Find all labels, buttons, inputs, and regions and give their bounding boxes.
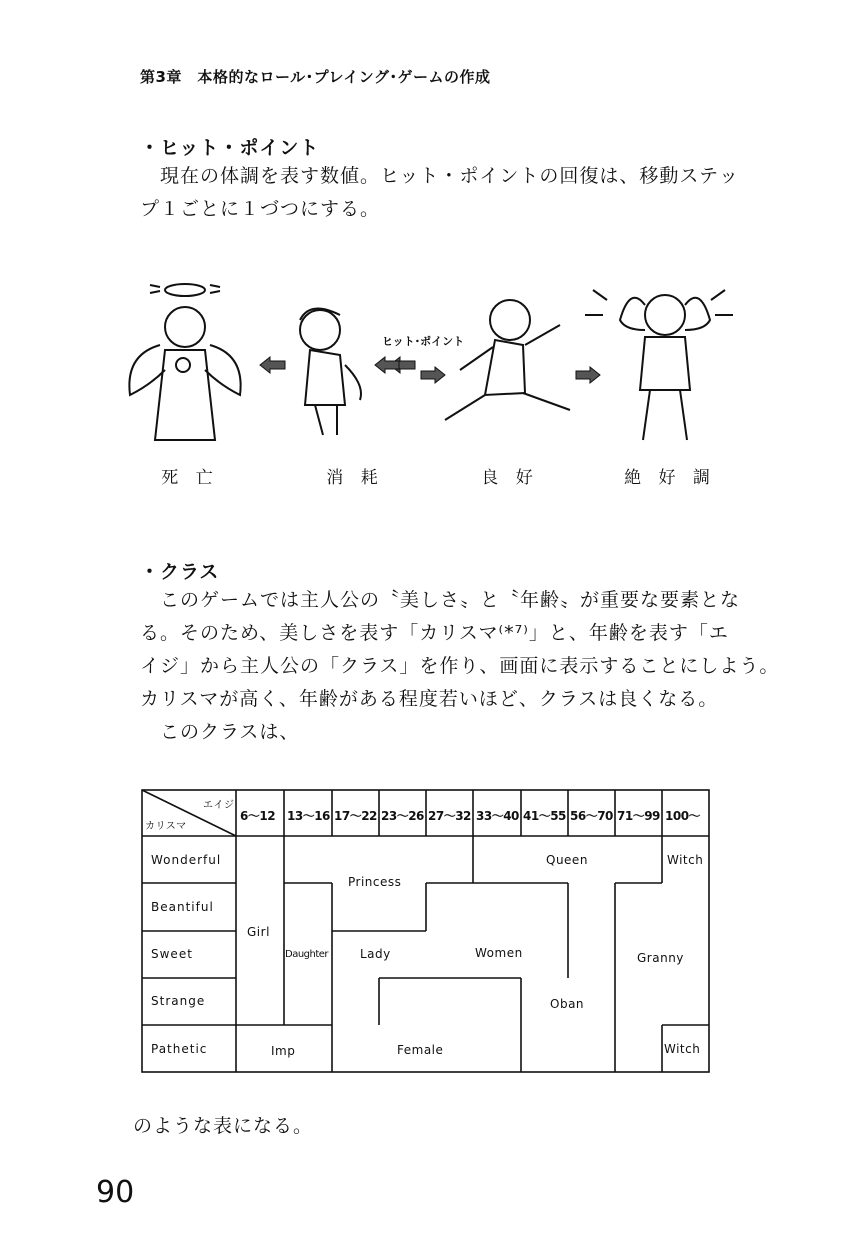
class-daughter: Daughter [285, 949, 329, 960]
hit-point-title: ・ヒット・ポイント [140, 137, 320, 159]
class-table [141, 789, 710, 1073]
age-header: 6〜12 [240, 809, 276, 823]
class-imp: Imp [271, 1044, 296, 1058]
class-paragraph [140, 584, 779, 749]
class-line: このクラスは、 [160, 721, 300, 743]
hit-point-line: 現在の体調を表す数値。ヒット・ポイントの回復は、移動ステッ [160, 165, 740, 187]
class-table-lines [141, 789, 710, 1073]
hit-point-states-drawing [115, 275, 735, 495]
charisma-row-label: Strange [151, 994, 206, 1008]
charisma-row-label: Beantiful [151, 900, 214, 914]
age-header: 13〜16 [287, 809, 330, 823]
age-header: 41〜55 [523, 809, 566, 823]
class-women: Women [475, 946, 523, 960]
charisma-axis-label: カリスマ [145, 821, 187, 832]
age-header: 27〜32 [428, 809, 471, 823]
hit-point-paragraph [140, 160, 739, 226]
age-axis-label: エイジ [203, 800, 235, 811]
class-line: る。そのため、美しさを表す「カリスマ⁽*⁷⁾」と、年齢を表す「エ [140, 622, 729, 644]
charisma-row-label: Sweet [151, 947, 193, 961]
state-label-dead: 死 亡 [161, 468, 219, 488]
age-header: 100〜 [665, 809, 701, 823]
chapter-header: 第3章 本格的なロール･プレイング･ゲームの作成 [140, 68, 491, 86]
class-line: イジ」から主人公の「クラス」を作り、画面に表示することにしよう。 [140, 655, 780, 677]
age-header: 33〜40 [476, 809, 519, 823]
charisma-row-label: Wonderful [151, 853, 222, 867]
page-number: 90 [96, 1175, 135, 1210]
age-header: 56〜70 [570, 809, 613, 823]
class-witch-bottom: Witch [664, 1042, 701, 1056]
hit-point-caption: ヒット･ポイント [382, 335, 465, 348]
class-lady: Lady [360, 947, 391, 961]
state-label-exhausted: 消 耗 [326, 468, 384, 488]
class-princess: Princess [348, 875, 402, 889]
charisma-row-label: Pathetic [151, 1042, 208, 1056]
class-girl: Girl [247, 925, 270, 939]
age-header: 17〜22 [334, 809, 377, 823]
age-header: 71〜99 [617, 809, 660, 823]
state-label-good: 良 好 [481, 468, 539, 488]
class-oban: Oban [550, 997, 585, 1011]
class-line: カリスマが高く、年齢がある程度若いほど、クラスは良くなる。 [140, 688, 719, 710]
age-header: 23〜26 [381, 809, 424, 823]
state-label-excellent: 絶 好 調 [624, 468, 716, 488]
class-line: このゲームでは主人公の〝美しさ〟と〝年齢〟が重要な要素とな [160, 589, 741, 611]
class-female: Female [397, 1043, 444, 1057]
hit-point-illustration [115, 275, 735, 495]
class-queen: Queen [546, 853, 588, 867]
class-granny: Granny [637, 951, 684, 965]
class-witch-top: Witch [667, 853, 704, 867]
class-title: ・クラス [140, 561, 220, 583]
hit-point-line: プ１ごとに１づつにする。 [140, 198, 381, 220]
closing-sentence: のような表になる。 [133, 1115, 314, 1137]
